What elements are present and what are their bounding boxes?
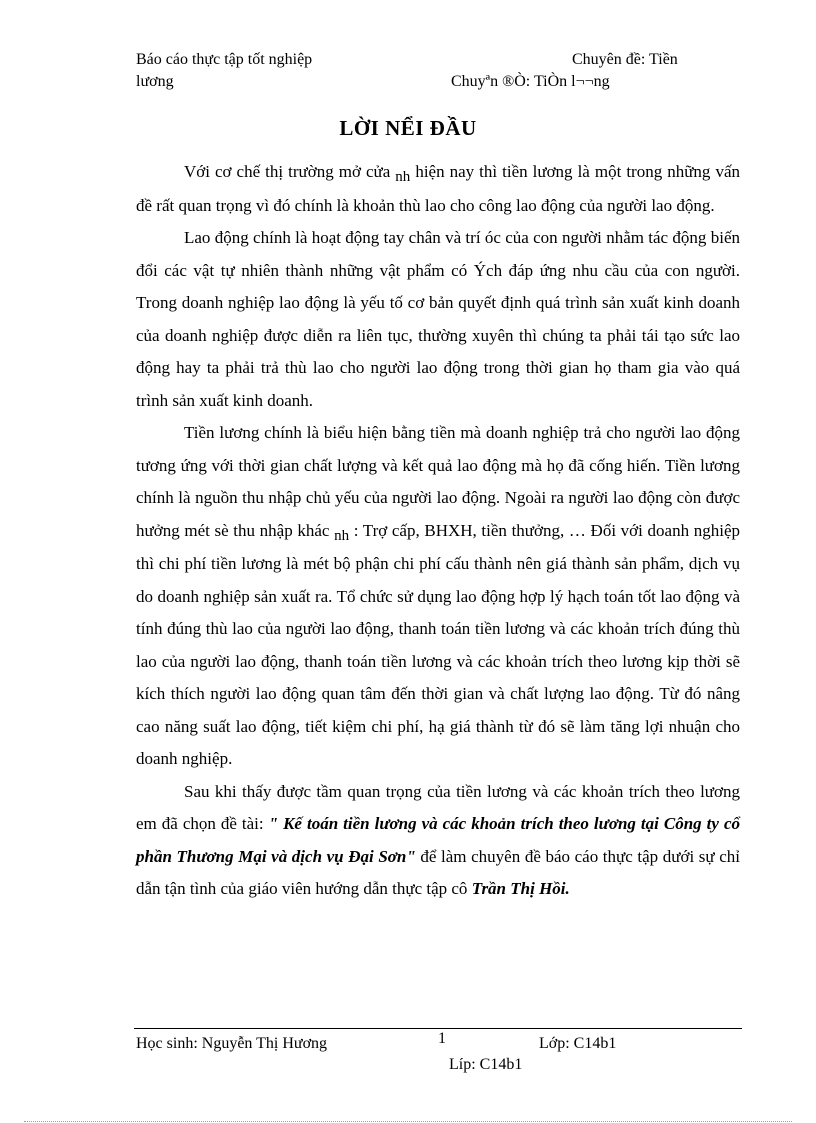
- page-number: 1: [438, 1030, 446, 1047]
- footer-divider: [134, 1028, 742, 1029]
- page-title: LỜI NỂI ĐẦU: [339, 116, 477, 140]
- header-report-title-cont: lương: [136, 73, 174, 90]
- footer-student: Học sinh: Nguyễn Thị Hương: [136, 1035, 328, 1052]
- paragraph-4: Sau khi thấy được tầm quan trọng của tiền lương và các khoản trích theo lương em đã chọn đề tài: " Kế toán tiền lương và các khoản trích theo lương tại Công ty cổ phần Thương Mại và dịch vụ Đại Sơn" để làm chuyên đề báo cáo thực tập dưới sự chỉ dẫn tận tình của giáo viên hướng dẫn thực tập cô Trần Thị Hồi.: [136, 781, 740, 898]
- footer-class-garbled: Líp: C14b1: [449, 1056, 523, 1073]
- paragraph-3: Tiền lương chính là biểu hiện bằng tiền mà doanh nghiệp trả cho người lao động tương ứng với thời gian chất lượng và kết quả lao động mà họ đã cống hiến. Tiền lương chính là nguồn thu nhập chủ yếu của người lao động. Ngoài ra người lao động còn được hưởng mét sè thu nhập khác nh : Trợ cấp, BHXH, tiền thưởng, … Đối với doanh nghiệp thì chi phí tiền lương là mét bộ phận chi phí cấu thành nên giá thành sản phẩm, dịch vụ do doanh nghiệp sản xuất ra. Tổ chức sử dụng lao động hợp lý hạch toán tốt lao động và tính đúng thù lao của người lao động, thanh toán tiền lương và các khoản trích đúng thù lao của người lao động, thanh toán tiền lương và các khoản trích theo lương kịp thời sẽ kích thích người lao động quan tâm đến thời gian và chất lượng lao động. Từ đó nâng cao năng suất lao động, tiết kiệm chi phí, hạ giá thành từ đó sẽ làm tăng lợi nhuận cho doanh nghiệp.: [136, 423, 741, 768]
- paragraph-2: Lao động chính là hoạt động tay chân và trí óc của con người nhằm tác động biến đổi các vật tự nhiên thành những vật phẩm có Ých đáp ứng nhu cầu của con người. Trong doanh nghiệp lao động là yếu tố cơ bản quyết định quá trình sản xuất kinh doanh của doanh nghiệp được diễn ra liên tục, thường xuyên thì chúng ta phải tái tạo sức lao động hay ta phải trả thù lao cho người lao động trong thời gian họ tham gia vào quá trình sản xuất kinh doanh.: [136, 228, 740, 410]
- document-body: [136, 156, 740, 906]
- topic-title: " Kế toán tiền lương và các khoản trích theo lương tại Công ty cổ phần Thương Mại và dịch vụ Đại Sơn": [136, 814, 740, 866]
- paragraph-1: Với cơ chế thị trường mở cửa nh hiện nay thì tiền lương là một trong những vấn đề rất quan trọng vì đó chính là khoản thù lao cho công lao động của người lao động.: [136, 162, 740, 215]
- header-report-title: Báo cáo thực tập tốt nghiệp: [136, 51, 313, 68]
- header-topic: Chuyên đề: Tiền: [572, 51, 678, 68]
- subscript-fragment: nh: [395, 169, 411, 185]
- header-topic-garbled: Chuyªn ®Ò: TiÒn l¬¬ng: [451, 73, 610, 90]
- page-edge-divider: [24, 1121, 792, 1122]
- footer-class: Lớp: C14b1: [539, 1035, 617, 1052]
- subscript-fragment: nh: [334, 527, 350, 544]
- teacher-name: Trần Thị Hồi.: [471, 879, 570, 898]
